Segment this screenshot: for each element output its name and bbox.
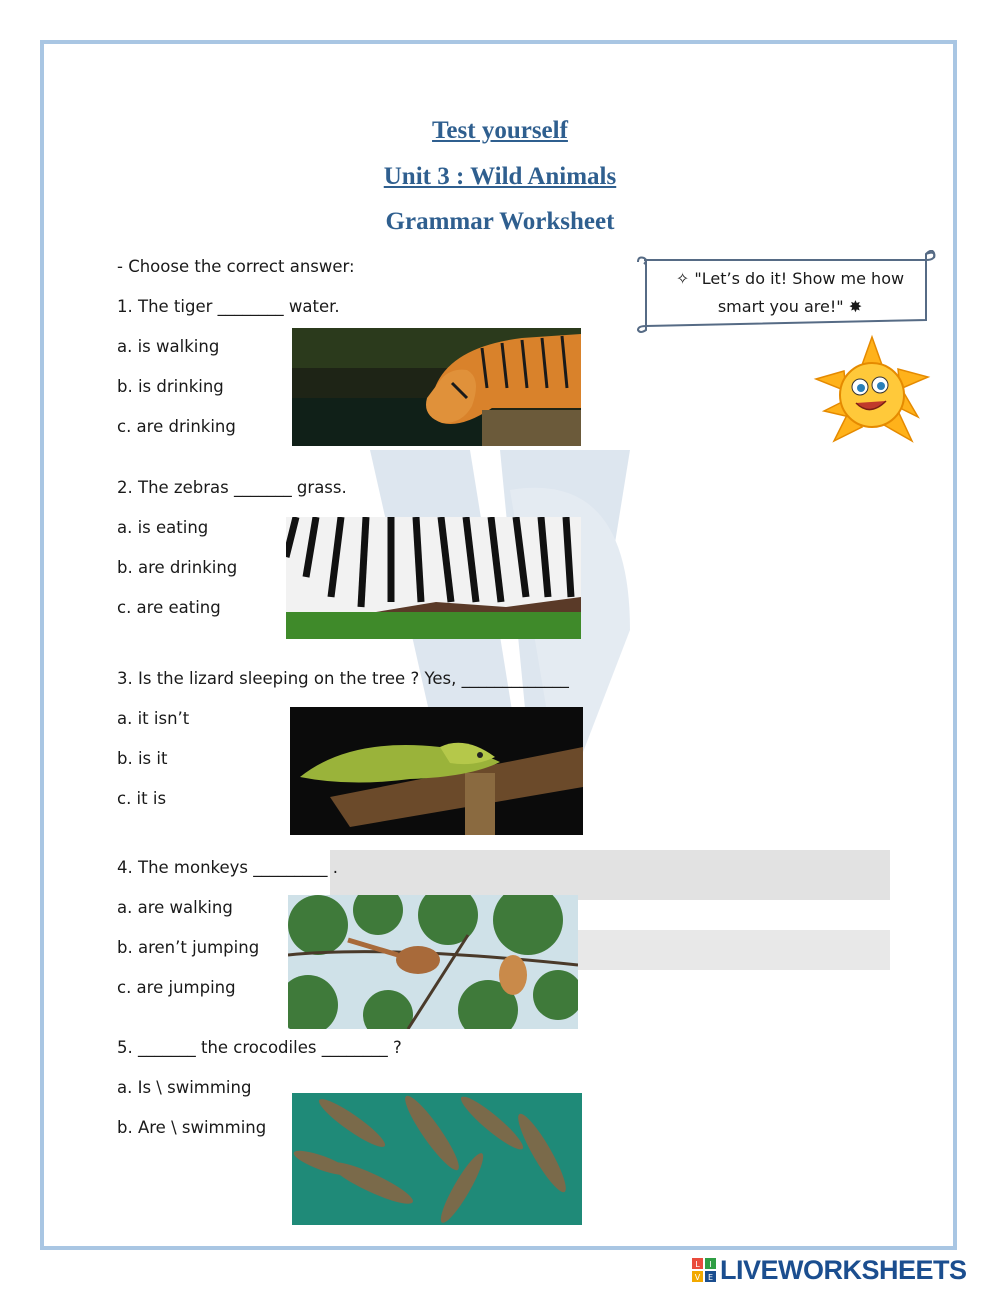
tiger-drinking-photo: [292, 328, 581, 446]
liveworksheets-blocks-icon: [692, 1258, 716, 1282]
question-1-option-a[interactable]: a. is walking: [117, 337, 220, 356]
question-1-option-b[interactable]: b. is drinking: [117, 377, 224, 396]
logo-letter-e: E: [707, 1273, 714, 1282]
sun-cartoon-icon: [808, 333, 936, 453]
question-4-option-a[interactable]: a. are walking: [117, 898, 233, 917]
question-5-prompt: 5. _______ the crocodiles ________ ?: [117, 1038, 402, 1057]
logo-letter-v: V: [694, 1273, 701, 1282]
liveworksheets-wordmark: LIVEWORKSHEETS: [720, 1254, 967, 1285]
lizard-on-branch-photo: [290, 707, 583, 835]
question-1-prompt: 1. The tiger ________ water.: [117, 297, 340, 316]
question-2-option-a[interactable]: a. is eating: [117, 518, 209, 537]
logo-letter-i: I: [709, 1260, 712, 1269]
question-1-option-c[interactable]: c. are drinking: [117, 417, 236, 436]
question-4-option-b[interactable]: b. aren’t jumping: [117, 938, 260, 957]
question-3-prompt: 3. Is the lizard sleeping on the tree ? Yes, _____________: [117, 669, 569, 688]
motivation-text: [660, 265, 920, 321]
motivation-line-2: smart you are!" ✸: [717, 297, 863, 316]
question-4-option-c[interactable]: c. are jumping: [117, 978, 236, 997]
question-5-option-b[interactable]: b. Are \ swimming: [117, 1118, 267, 1137]
question-3-option-c[interactable]: c. it is: [117, 789, 167, 808]
unit-title: Unit 3 : Wild Animals: [383, 163, 617, 190]
zebras-grazing-photo: [286, 517, 581, 639]
crocodiles-swimming-photo: [292, 1093, 582, 1225]
question-4-prompt: 4. The monkeys _________ .: [117, 858, 339, 877]
monkeys-in-tree-photo: [288, 895, 578, 1029]
question-2-option-b[interactable]: b. are drinking: [117, 558, 238, 577]
logo-letter-l: L: [695, 1260, 700, 1269]
worksheet-title: Grammar Worksheet: [385, 208, 615, 235]
question-2-option-c[interactable]: c. are eating: [117, 598, 221, 617]
question-3-option-b[interactable]: b. is it: [117, 749, 168, 768]
question-3-option-a[interactable]: a. it isn’t: [117, 709, 190, 728]
instruction: - Choose the correct answer:: [117, 257, 355, 276]
motivation-line-1: ✧ "Let’s do it! Show me how: [675, 269, 905, 288]
test-title: Test yourself: [432, 117, 568, 144]
question-2-prompt: 2. The zebras _______ grass.: [117, 478, 347, 497]
liveworksheets-logo: [692, 1255, 967, 1285]
question-5-option-a[interactable]: a. Is \ swimming: [117, 1078, 252, 1097]
